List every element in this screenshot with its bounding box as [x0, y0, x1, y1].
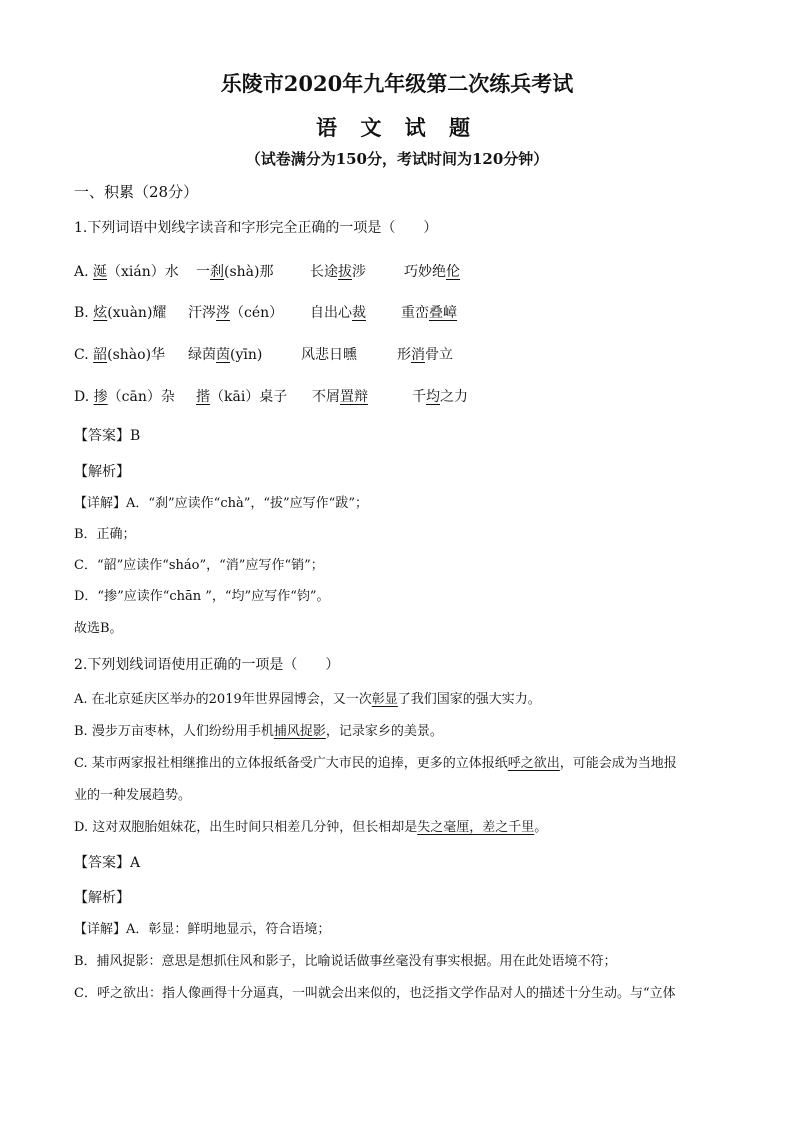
- exam-note: （试卷满分为150分，考试时间为120分钟）: [245, 150, 549, 168]
- q2-option-c-cont: 业的一种发展趋势。: [74, 788, 192, 803]
- q1-detail-line: D．“掺”应读作“chān ”，“均”应写作“钧”。: [74, 589, 330, 604]
- exam-title: 乐陵市2020年九年级第二次练兵考试: [220, 71, 574, 96]
- q2-option-a: A. 在北京延庆区举办的2019年世界园博会，又一次彰显了我们国家的强大实力。: [74, 692, 541, 707]
- q1-d-word-2: 揩（kāi）桌子: [196, 389, 288, 405]
- q2-option-b: B. 漫步万亩枣林，人们纷纷用手机捕风捉影，记录家乡的美景。: [74, 724, 443, 739]
- q1-c-word-2: 绿茵茵(yīn): [188, 347, 263, 363]
- q1-b-word-3: 自出心裁: [310, 305, 366, 321]
- q1-d-word-1: D. 掺（cān）杂: [74, 389, 175, 405]
- q2-option-d: D. 这对双胞胎姐妹花，出生时间只相差几分钟，但长相却是失之毫厘，差之千里。: [74, 820, 548, 835]
- q1-b-word-2: 汗涔涔（cén）: [188, 305, 284, 321]
- q1-a-word-1: A. 涎（xián）水: [74, 264, 179, 280]
- q2-analysis-label: 【解析】: [74, 890, 130, 906]
- paper-subtitle: 语 文 试 题: [316, 115, 478, 140]
- q1-option-a: [74, 261, 694, 281]
- q1-b-word-4: 重峦叠嶂: [401, 305, 457, 321]
- q2-detail-line: 【详解】A．彰显：鲜明地显示，符合语境；: [74, 922, 331, 937]
- q2-option-c: C. 某市两家报社相继推出的立体报纸备受广大市民的追捧，更多的立体报纸呼之欲出，可能会成为当地报: [74, 756, 677, 771]
- q1-analysis-label: 【解析】: [74, 464, 130, 480]
- q2-answer: 【答案】A: [74, 855, 141, 871]
- q1-d-word-3: 不屑置辩: [312, 389, 368, 405]
- q1-answer: 【答案】B: [74, 428, 141, 444]
- q1-detail-line: C．“韶”应读作“sháo”，“消”应写作“销”；: [74, 558, 324, 573]
- q1-detail-line: 故选B。: [74, 621, 123, 636]
- q1-a-word-4: 巧妙绝伦: [404, 264, 460, 280]
- q1-detail-line: 【详解】A．“刹”应读作“chà”，“拔”应写作“跋”；: [74, 496, 368, 511]
- q1-option-b: [74, 302, 694, 322]
- q1-detail-line: B．正确；: [74, 527, 136, 542]
- q1-d-word-4: 千均之力: [412, 389, 468, 405]
- q2-detail-line: B．捕风捉影：意思是想抓住风和影子，比喻说话做事丝毫没有事实根据。用在此处语境不符；: [74, 954, 617, 969]
- q1-stem: 1.下列词语中划线字读音和字形完全正确的一项是（ ）: [74, 220, 438, 236]
- q1-a-word-3: 长途拔涉: [310, 264, 366, 280]
- q1-b-word-1: B. 炫(xuàn)耀: [74, 305, 167, 321]
- q2-stem: 2.下列划线词语使用正确的一项是（ ）: [74, 657, 340, 673]
- q1-c-word-1: C. 韶(shào)华: [74, 347, 166, 363]
- q1-c-word-3: 风悲日曛: [301, 347, 357, 363]
- q1-option-d: [74, 386, 694, 406]
- q1-c-word-4: 形消骨立: [397, 347, 453, 363]
- section-heading: 一、积累（28分）: [74, 183, 199, 201]
- q1-option-c: [74, 344, 694, 364]
- q2-detail-line: C．呼之欲出：指人像画得十分逼真，一叫就会出来似的，也泛指文学作品对人的描述十分生动。与“立体: [74, 986, 676, 1001]
- q1-a-word-2: 一刹(shà)那: [196, 264, 274, 280]
